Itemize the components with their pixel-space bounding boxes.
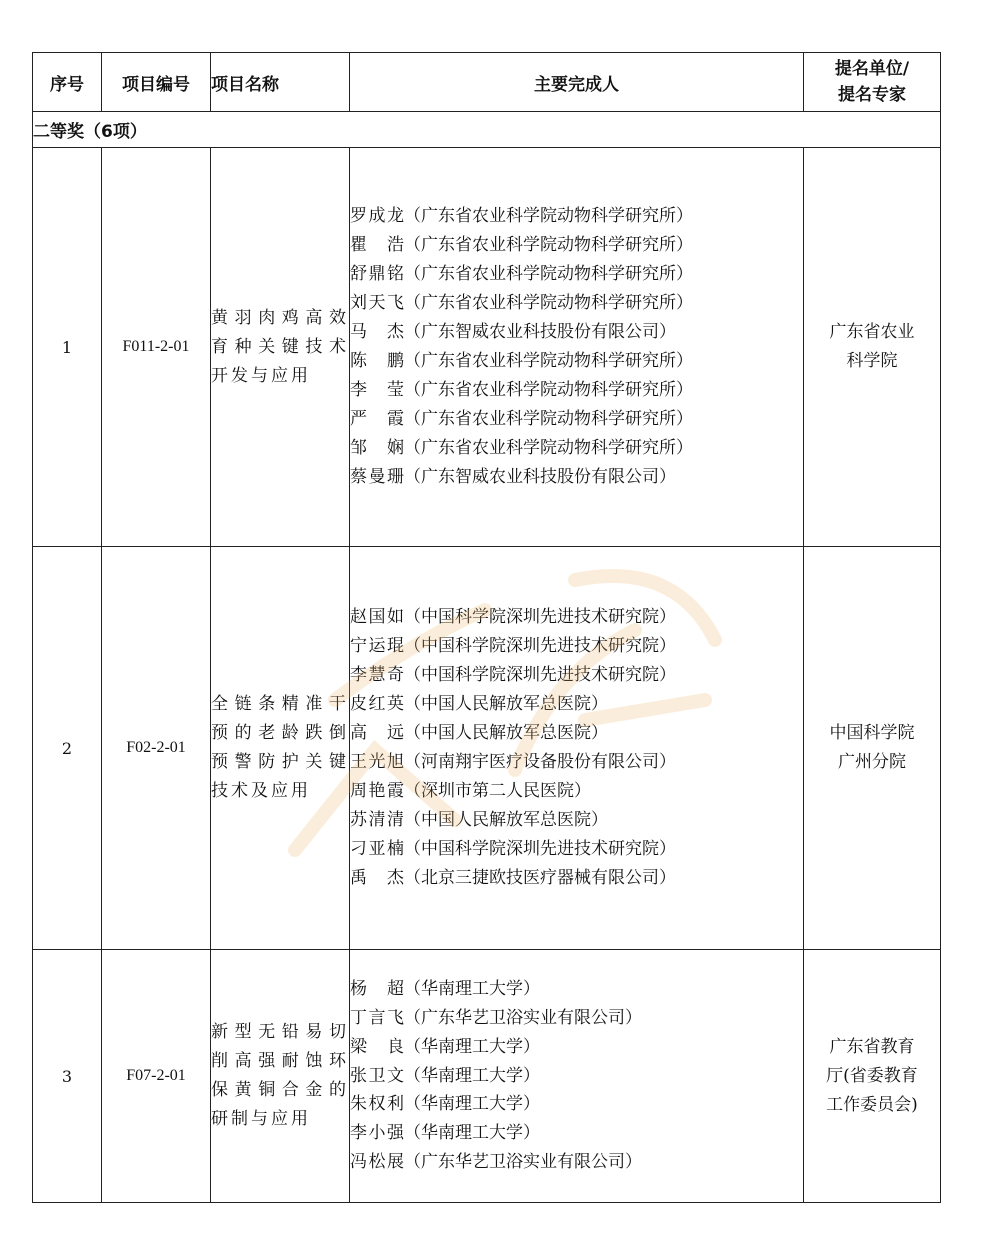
person-name: 马杰 [350,322,404,343]
person-entry [350,1119,803,1148]
person-name: 高远 [350,723,404,744]
row-project-name: 新型无铅易切削高强耐蚀环保黄铜合金的研制与应用 [211,950,350,1203]
row-code: F07-2-01 [102,950,211,1203]
person-name: 周艳霞 [350,780,404,801]
unit-line: 中国科学院 [829,723,915,743]
person-name: 朱权利 [350,1094,404,1115]
person-affiliation: （广东省农业科学院动物科学研究所） [404,437,693,458]
person-affiliation: （广东省农业科学院动物科学研究所） [404,264,693,285]
person-name: 瞿浩 [350,235,404,256]
unit-line: 科学院 [846,351,898,371]
person-entry [350,864,803,893]
person-name: 张卫文 [350,1065,404,1086]
person-name: 罗成龙 [350,206,404,227]
header-people: 主要完成人 [350,53,804,112]
person-affiliation: （华南理工大学） [404,1065,540,1086]
header-unit-line1: 提名单位/ [834,59,910,79]
person-name: 舒鼎铭 [350,264,404,285]
person-name: 刁亚楠 [350,838,404,859]
person-name: 丁言飞 [350,1007,404,1028]
person-affiliation: （广东省农业科学院动物科学研究所） [404,351,693,371]
person-affiliation: （广东省农业科学院动物科学研究所） [404,293,693,314]
header-name: 项目名称 [211,53,350,112]
person-entry [350,719,803,748]
row-seq: 1 [33,148,102,547]
person-affiliation: （广东华艺卫浴实业有限公司） [404,1007,642,1028]
person-affiliation: （中国科学院深圳先进技术研究院） [404,665,676,686]
person-affiliation: （广东智威农业科技股份有限公司） [404,322,676,343]
row-seq: 2 [33,547,102,950]
person-entry [350,318,803,347]
person-affiliation: （中国科学院深圳先进技术研究院） [404,636,676,657]
person-entry [350,289,803,318]
person-entry [350,231,803,260]
header-row [33,53,941,112]
table-row [33,950,941,1203]
person-entry [350,1090,803,1119]
row-unit [804,950,941,1203]
person-affiliation: （华南理工大学） [404,1123,540,1144]
person-affiliation: （中国人民解放军总医院） [404,809,608,830]
table-row [33,148,941,547]
person-name: 赵国如 [350,607,404,628]
unit-line: 工作委员会) [826,1094,918,1115]
person-affiliation: （深圳市第二人民医院） [404,780,591,801]
person-name: 禹杰 [350,867,404,888]
person-name: 严霞 [350,408,404,429]
unit-line: 广东省教育 [829,1036,915,1057]
person-affiliation: （广东省农业科学院动物科学研究所） [404,408,693,429]
person-affiliation: （河南翔宇医疗设备股份有限公司） [404,752,676,772]
person-affiliation: （广东智威农业科技股份有限公司） [404,466,676,487]
person-entry [350,661,803,690]
person-entry [350,376,803,405]
header-code: 项目编号 [102,53,211,112]
person-name: 蔡曼珊 [350,466,404,487]
row-people [350,547,804,950]
person-entry [350,603,803,632]
person-entry [350,463,803,492]
unit-line: 广东省农业 [829,322,915,342]
person-affiliation: （中国人民解放军总医院） [404,723,608,744]
person-name: 王光旭 [350,752,404,772]
person-entry [350,347,803,376]
person-name: 苏清清 [350,809,404,830]
person-entry [350,202,803,231]
person-entry [350,835,803,864]
person-entry [350,690,803,719]
unit-line: 广州分院 [838,752,906,772]
person-entry [350,1062,803,1091]
person-affiliation: （中国人民解放军总医院） [404,694,608,715]
person-name: 李慧奇 [350,665,404,686]
person-affiliation: （华南理工大学） [404,1094,540,1115]
awards-table [32,52,941,1203]
person-affiliation: （广东华艺卫浴实业有限公司） [404,1152,642,1173]
person-affiliation: （北京三捷欧技医疗器械有限公司） [404,867,676,888]
row-unit [804,148,941,547]
person-affiliation: （华南理工大学） [404,978,540,999]
section-title: 二等奖（6项） [33,112,941,148]
person-name: 皮红英 [350,694,404,715]
person-affiliation: （华南理工大学） [404,1036,540,1057]
header-seq: 序号 [33,53,102,112]
header-unit-line2: 提名专家 [838,85,906,105]
person-entry [350,1033,803,1062]
person-name: 梁良 [350,1036,404,1057]
row-project-name: 全链条精准干预的老龄跌倒预警防护关键技术及应用 [211,547,350,950]
person-name: 杨超 [350,978,404,999]
person-entry [350,748,803,777]
person-name: 李小强 [350,1123,404,1144]
person-affiliation: （中国科学院深圳先进技术研究院） [404,607,676,628]
person-entry [350,777,803,806]
person-entry [350,1148,803,1177]
person-name: 宁运琨 [350,636,404,657]
row-code: F011-2-01 [102,148,211,547]
row-unit [804,547,941,950]
row-project-name: 黄羽肉鸡高效育种关键技术开发与应用 [211,148,350,547]
person-entry [350,405,803,434]
person-entry [350,434,803,463]
unit-line: 厅(省委教育 [826,1065,918,1086]
person-entry [350,806,803,835]
person-affiliation: （中国科学院深圳先进技术研究院） [404,838,676,859]
person-name: 陈鹏 [350,351,404,371]
person-name: 冯松展 [350,1152,404,1173]
person-affiliation: （广东省农业科学院动物科学研究所） [404,206,693,227]
person-name: 刘天飞 [350,293,404,314]
table-row [33,547,941,950]
person-entry [350,975,803,1004]
person-name: 李莹 [350,379,404,400]
row-seq: 3 [33,950,102,1203]
header-unit [804,53,941,112]
person-entry [350,632,803,661]
person-affiliation: （广东省农业科学院动物科学研究所） [404,379,693,400]
person-entry [350,1004,803,1033]
person-entry [350,260,803,289]
row-code: F02-2-01 [102,547,211,950]
person-name: 邹娴 [350,437,404,458]
row-people [350,950,804,1203]
person-affiliation: （广东省农业科学院动物科学研究所） [404,235,693,256]
row-people [350,148,804,547]
